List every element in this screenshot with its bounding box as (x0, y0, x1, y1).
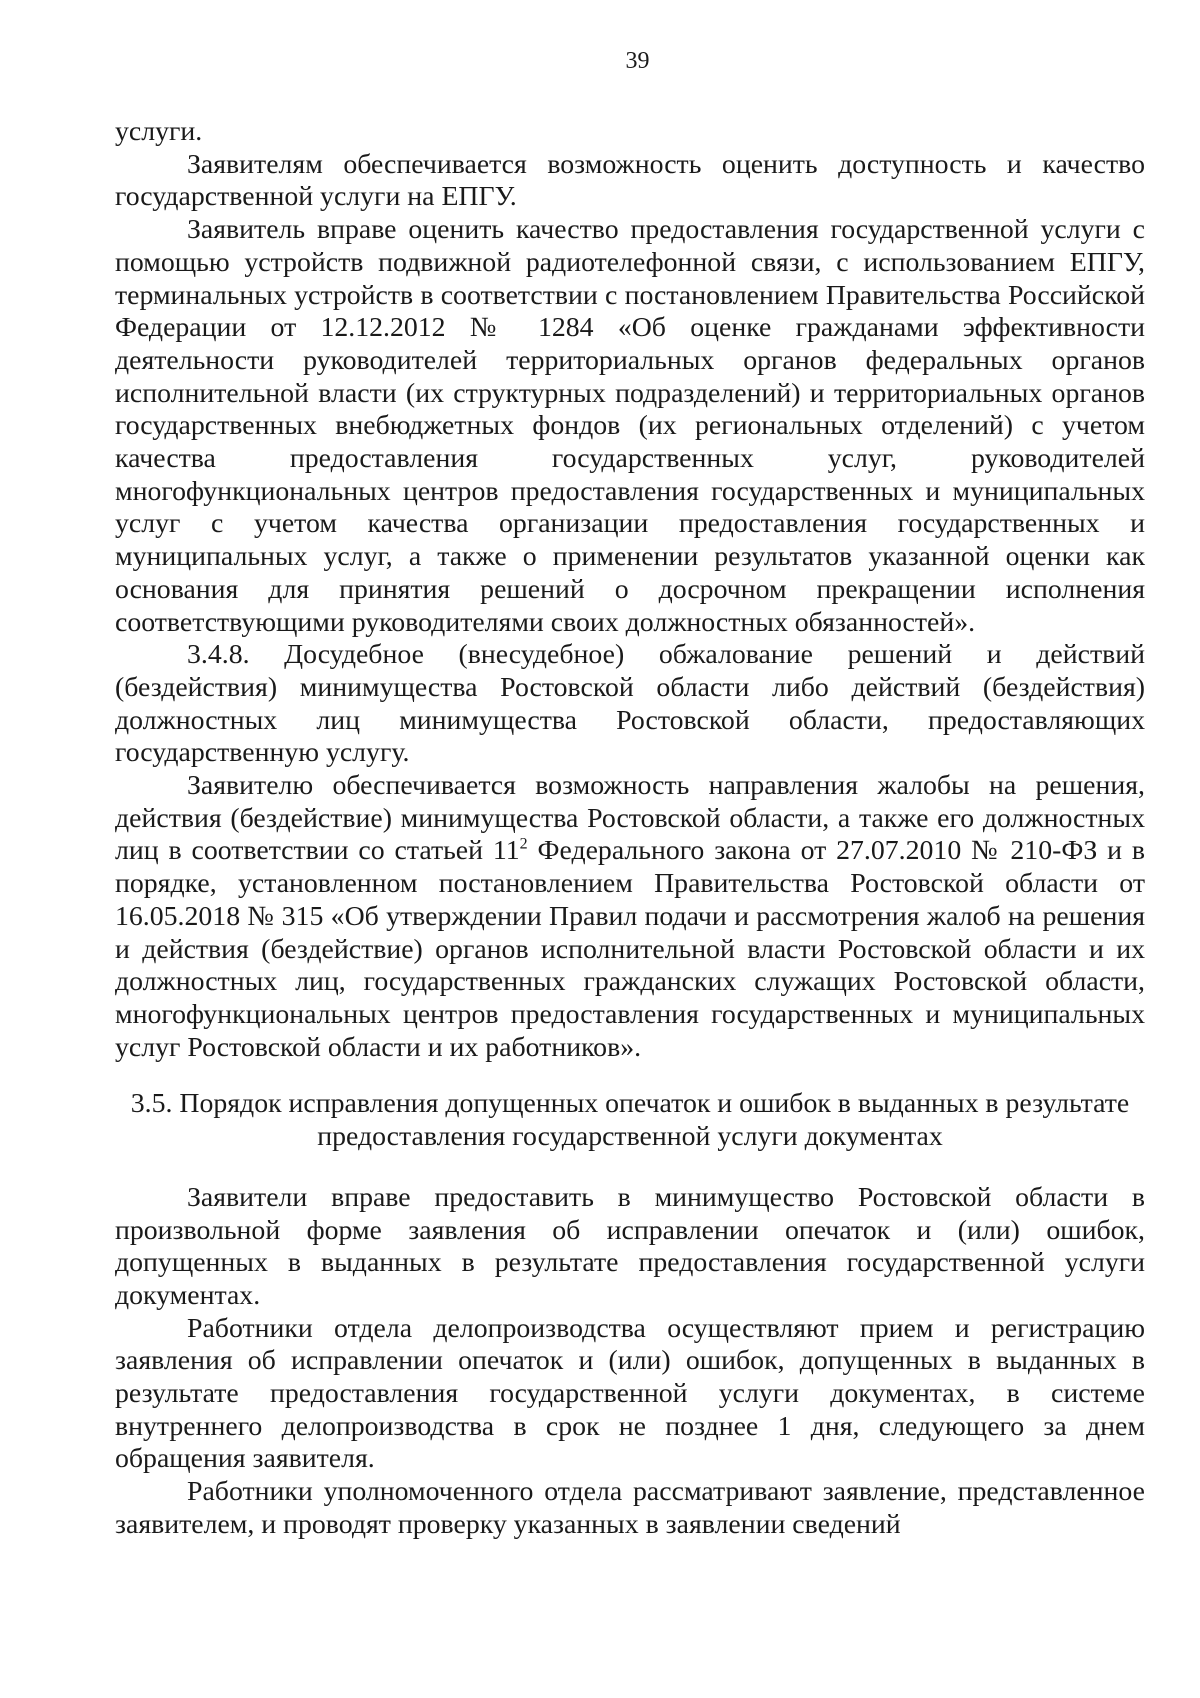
section-heading-3-5 (115, 1088, 1145, 1153)
paragraph-continuation: услуги. (115, 116, 203, 147)
paragraph-correction-request: Заявители вправе предоставить в минимущество Ростовской области в произвольной форме заявления об исправлении опечаток и (или) ошибок, допущенных в выданных в результате предоставления государственной услуги документах. (115, 1181, 1145, 1311)
section-heading-line-2: предоставления государственной услуги документах (317, 1121, 943, 1153)
document-body (115, 116, 1145, 1542)
paragraph-review: Работники уполномоченного отдела рассматривают заявление, представленное заявителем, и проводят проверку указанных в заявлении сведений (115, 1476, 1145, 1540)
section-heading-line-1: 3.5. Порядок исправления допущенных опечаток и ошибок в выданных в результате (130, 1088, 1130, 1120)
paragraph-registration: Работники отдела делопроизводства осуществляют прием и регистрацию заявления об исправлении опечаток и (или) ошибок, допущенных в выданных в результате предоставления государственной услуги документах, в системе внутреннего делопроизводства в срок не позднее 1 дня, следующего за днем обращения заявителя. (115, 1312, 1145, 1475)
complaint-text-end: Федерального закона от 27.07.2010 № 210-ФЗ и в порядке, установленном постановлением Правительства Ростовской области от 16.05.2018 № 315 «Об утверждении Правил подачи и рассмотрения жалоб на решения и действия (бездействие) органов исполнительной власти Ростовской области и их должностных лиц, государственных гражданских служащих Ростовской области, многофункциональных центров предоставления государственных и муниципальных услуг Ростовской области и их работников». (115, 835, 1145, 1063)
paragraph-quality-assessment: Заявитель вправе оценить качество предоставления государственной услуги с помощью устройств подвижной радиотелефонной связи, с использованием ЕПГУ, терминальных устройств в соответствии с постановлением Правительства Российской Федерации от 12.12.2012 № 1284 «Об оценке гражданами эффективности деятельности руководителей территориальных органов федеральных органов исполнительной власти (их структурных подразделений) и территориальных органов государственных внебюджетных фондов (их региональных отделений) с учетом качества предоставления государственных услуг, руководителей многофункциональных центров предоставления государственных и муниципальных услуг с учетом качества организации предоставления государственных и муниципальных услуг, а также о применении результатов указанной оценки как основания для принятия решений о досрочном прекращении исполнения соответствующими руководителями своих должностных обязанностей». (115, 214, 1145, 638)
paragraph-epgu-evaluation: Заявителям обеспечивается возможность оценить доступность и качество государственной услуги на ЕПГУ. (115, 148, 1145, 213)
article-superscript: 2 (519, 836, 528, 854)
page-number: 39 (625, 48, 650, 74)
complaint-text-start: Заявителю обеспечивается возможность направления жалобы на решения, действия (бездействие) минимущества Ростовской области, а также его должностных лиц в соответствии со статьей 11 (115, 770, 1145, 867)
paragraph-complaint-rights (115, 770, 1145, 1064)
paragraph-section-3-4-8: 3.4.8. Досудебное (внесудебное) обжалование решений и действий (бездействия) минимущества Ростовской области либо действий (бездействия) должностных лиц минимущества Ростовской области, предоставляющих государственную услугу. (115, 639, 1145, 769)
